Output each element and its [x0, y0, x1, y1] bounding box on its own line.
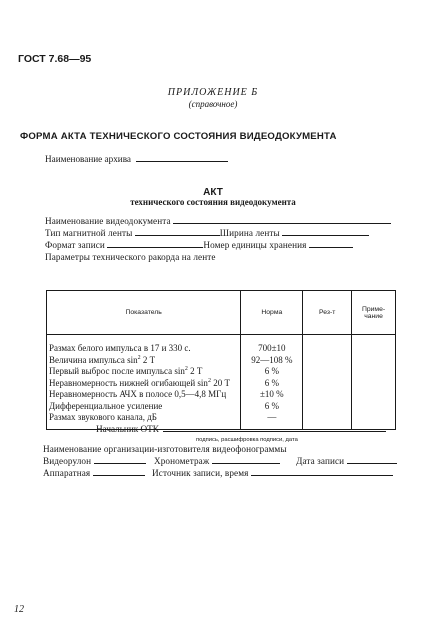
row-norm: —: [241, 412, 303, 429]
timing-label: Хронометраж: [153, 456, 210, 466]
col-header-result: Рез-т: [303, 291, 352, 335]
videodoc-row: [45, 216, 391, 226]
otk-line: [163, 430, 386, 432]
org-label: Наименование организации-изготовителя видеофонограммы: [43, 444, 287, 454]
appendix-title: ПРИЛОЖЕНИЕ Б: [167, 87, 259, 98]
row-norm: 92—108 %: [241, 355, 303, 367]
table-row: [47, 366, 396, 378]
col-header-indicator: Показатель: [47, 291, 241, 335]
row-indicator: Первый выброс после импульса $\sin^2 2$ Т: [47, 366, 241, 378]
unit-number-line: [309, 246, 353, 248]
parameters-table: [46, 290, 396, 430]
archive-row: [45, 154, 228, 164]
table-row: [47, 389, 396, 401]
row-norm: ±10 %: [241, 389, 303, 401]
row-indicator: Размах белого импульса в 17 и 330 с.: [47, 335, 241, 355]
otk-caption: подпись, расшифровка подписи, дата: [196, 437, 298, 443]
videodoc-label: Наименование видеодокумента: [45, 216, 171, 226]
form-title: ФОРМА АКТА ТЕХНИЧЕСКОГО СОСТОЯНИЯ ВИДЕОДОКУМЕНТА: [20, 131, 337, 142]
act-title: АКТ: [203, 187, 223, 198]
table-row: [47, 355, 396, 367]
table-row: [47, 335, 396, 355]
tape-width-line: [282, 234, 369, 236]
otk-row: [96, 424, 386, 434]
row-indicator: Дифференциальное усиление: [47, 401, 241, 413]
videorulon-line: [94, 462, 146, 464]
record-date-line: [347, 462, 397, 464]
otk-label: Начальник ОТК: [96, 424, 159, 434]
timing-line: [212, 462, 280, 464]
col-header-note: Приме-чание: [352, 291, 396, 335]
row-indicator: Неравномерность нижней огибающей $\sin^2 20$ Т: [47, 378, 241, 390]
document-header: ГОСТ 7.68—95: [18, 53, 92, 65]
appendix-subtitle: (справочное): [188, 99, 238, 109]
format-line: [107, 246, 203, 248]
row-norm: 6 %: [241, 366, 303, 378]
tape-type-line: [135, 234, 220, 236]
row-indicator: Размах звукового канала, дБ: [47, 412, 241, 429]
hardware-label: Аппаратная: [43, 468, 91, 478]
page-number: 12: [14, 604, 24, 615]
videorulon-label: Видеорулон: [43, 456, 92, 466]
source-line: [251, 474, 393, 476]
tape-type-label: Тип магнитной ленты: [45, 228, 133, 238]
videorulon-row: [43, 456, 397, 466]
hardware-line: [93, 474, 145, 476]
row-norm: 6 %: [241, 401, 303, 413]
table-row: [47, 378, 396, 390]
row-norm: 6 %: [241, 378, 303, 390]
row-norm: 700±10: [241, 335, 303, 355]
unit-number-label: Номер единицы хранения: [203, 240, 307, 250]
archive-line: [136, 160, 228, 162]
tape-width-label: Ширина ленты: [219, 228, 280, 238]
row-indicator: Неравномерность АЧХ в полосе 0,5—4,8 МГц: [47, 389, 241, 401]
videodoc-line: [173, 222, 391, 224]
row-indicator: Величина импульса $\sin^2 2$ Т: [47, 355, 241, 367]
tape-row: [45, 228, 369, 238]
record-date-label: Дата записи: [296, 456, 345, 466]
format-row: [45, 240, 353, 250]
archive-label: Наименование архива: [45, 154, 132, 164]
source-label: Источник записи, время: [152, 468, 249, 478]
params-heading: Параметры технического ракорда на ленте: [45, 252, 216, 262]
col-header-norm: Норма: [241, 291, 303, 335]
hardware-row: [43, 468, 393, 478]
format-label: Формат записи: [45, 240, 105, 250]
table-row: [47, 401, 396, 413]
act-subtitle: технического состояния видеодокумента: [130, 197, 296, 207]
